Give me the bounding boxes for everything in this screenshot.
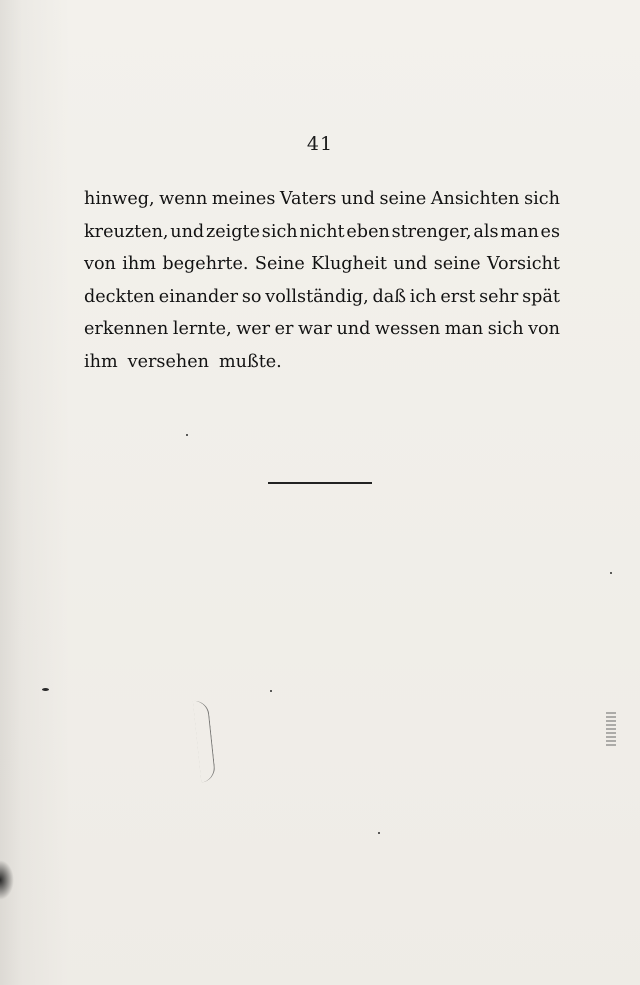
text-line [84, 183, 560, 216]
ink-speck [378, 832, 380, 834]
word: von [84, 254, 116, 274]
word: zeigte [205, 221, 261, 242]
word: er [274, 319, 294, 339]
page-number: 41 [306, 133, 334, 155]
ink-speck [42, 688, 49, 691]
text-line [84, 313, 560, 346]
word: ihm [84, 351, 118, 372]
word: ich [409, 286, 437, 307]
text-line [84, 346, 560, 379]
word: seine [379, 189, 427, 209]
word: lernte, [172, 319, 232, 339]
word: seine [433, 254, 481, 274]
word: wessen [374, 319, 441, 339]
word: einander [158, 286, 239, 307]
word: nicht [299, 221, 345, 242]
ink-speck [186, 434, 188, 436]
word: meines [211, 189, 276, 209]
word: und [393, 254, 428, 274]
word: spät [522, 286, 560, 307]
word: versehen [127, 351, 209, 372]
section-divider [268, 482, 372, 484]
word: und [336, 319, 371, 339]
word: sich [261, 221, 298, 242]
word: wenn [159, 189, 208, 209]
text-line [84, 248, 560, 281]
word: erkennen [84, 319, 169, 339]
word: begehrte. [162, 254, 249, 274]
ink-speck [610, 572, 612, 574]
word: Vorsicht [486, 254, 560, 274]
word: deckten [84, 286, 156, 307]
word: von [528, 319, 560, 339]
word: Klugheit [311, 254, 387, 274]
word: vollständig, [265, 286, 369, 307]
word: man [444, 319, 484, 339]
word: es [540, 221, 560, 242]
word: erst [440, 286, 476, 307]
edge-smudge [0, 860, 14, 900]
word: wer [236, 319, 271, 339]
text-line [84, 281, 560, 314]
word: Seine [254, 254, 305, 274]
word: und [340, 189, 375, 209]
word: Ansichten [430, 189, 520, 209]
word: hinweg, [84, 189, 155, 209]
word: daß [372, 286, 407, 307]
paragraph-text [84, 183, 560, 378]
word: kreuzten, [84, 221, 169, 242]
word: und [170, 221, 205, 242]
word: man [500, 221, 539, 242]
word: sich [487, 319, 524, 339]
word: ihm [122, 254, 156, 274]
word: strenger, [391, 221, 472, 242]
word: mußte. [218, 351, 282, 372]
word: eben [346, 221, 390, 242]
word: so [241, 286, 262, 307]
word: sich [524, 189, 560, 209]
text-line [84, 216, 560, 249]
word: sehr [479, 286, 519, 307]
word: war [297, 319, 332, 339]
word: als [473, 221, 499, 242]
ink-speck [270, 690, 272, 692]
paper-scratch [193, 699, 216, 782]
word: Vaters [279, 189, 337, 209]
edge-smudge [606, 712, 616, 746]
